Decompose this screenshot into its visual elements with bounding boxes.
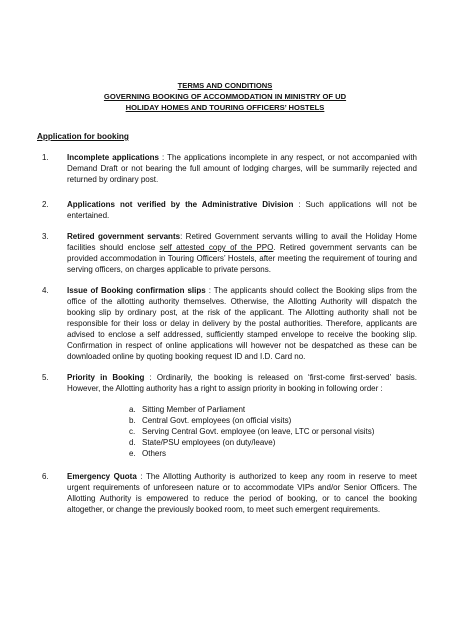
document-title [60,80,390,113]
term-number: 2. [42,200,49,209]
priority-letter: b. [129,416,136,425]
title-line-3: HOLIDAY HOMES AND TOURING OFFICERS’ HOSTELS [125,103,325,112]
term-heading: Emergency Quota [67,472,137,481]
term-underlined-text: self attested copy of the PPO [159,243,274,252]
title-line-2: GOVERNING BOOKING OF ACCOMMODATION IN MINISTRY OF UD [103,92,347,101]
title-line-1: TERMS AND CONDITIONS [177,81,273,90]
term-item-booking-slips [42,285,417,362]
term-item-retired-servants [42,231,417,275]
priority-letter: d. [129,438,136,447]
priority-text: Others [142,449,167,458]
term-text: : The applicants should collect the Booking slips from the office of the allotting authority themselves. Otherwise, the Allotting Authority will dispatch the booking slip by ordinary post, at the risk of the applicant. The Allotting authority shall not be responsible for their loss or delay in delivery by the postal authorities. Therefore, applicants are advised to enclose a self addressed, sufficiently stamped envelope to receive the booking slip. Confirmation in respect of online applications will however not be despatched as these can be downloaded online by quoting booking request ID and I.D. Card no. [67,286,417,361]
term-text: : Ordinarily, the booking is released on ‘first-come first-served’ basis. However, the Allotting authority has a right to assign priority in booking in following order : [67,373,417,393]
term-number: 6. [42,472,49,481]
term-text-continued: . Retired government servants can be provided accommodation in Touring Officers’ Hostels, after meeting the requirement of touring and serving officers, on charges applicable to private persons. [67,243,417,274]
priority-letter: c. [129,427,136,436]
priority-text: State/PSU employees (on duty/leave) [142,438,276,447]
term-text: : The Allotting Authority is authorized to keep any room in reserve to meet urgent requirements of unforeseen nature or to accommodate VIPs and/or Senior Officers. The Allotting Authority is empowered to reduce the period of booking, or to cancel the booking altogether, or change the previously booked room, to meet such emergent requirements. [67,472,417,514]
priority-text: Central Govt. employees (on official visits) [142,416,292,425]
priority-letter: a. [129,405,136,414]
term-text: : Such applications will not be entertained. [67,200,417,220]
term-number: 5. [42,373,49,382]
priority-text: Serving Central Govt. employee (on leave, LTC or personal visits) [142,427,375,436]
term-item-incomplete-applications [42,152,417,185]
priority-list-item [129,415,417,426]
term-item-not-verified [42,199,417,221]
term-item-priority [42,372,417,459]
term-heading: Incomplete applications [67,153,159,162]
priority-letter: e. [129,449,136,458]
priority-list-item [129,448,417,459]
term-number: 1. [42,153,49,162]
priority-list-item [129,437,417,448]
priority-list-item [129,426,417,437]
priority-order-list [129,404,417,459]
term-text: : Retired Government servants willing to avail the Holiday Home facilities should enclose [67,232,417,252]
term-number: 4. [42,286,49,295]
priority-text: Sitting Member of Parliament [142,405,246,414]
term-heading: Retired government servants [67,232,181,241]
term-heading: Applications not verified by the Administrative Division [67,200,294,209]
term-heading: Issue of Booking confirmation slips [67,286,206,295]
term-heading: Priority in Booking [67,373,145,382]
term-number: 3. [42,232,49,241]
priority-list-item [129,404,417,415]
terms-list [42,152,417,515]
term-item-emergency-quota [42,471,417,515]
term-text: : The applications incomplete in any respect, or not accompanied with Demand Draft or not bearing the full amount of lodging charges, will be summarily rejected and returned by ordinary post. [67,153,417,184]
section-heading: Application for booking [37,132,129,141]
